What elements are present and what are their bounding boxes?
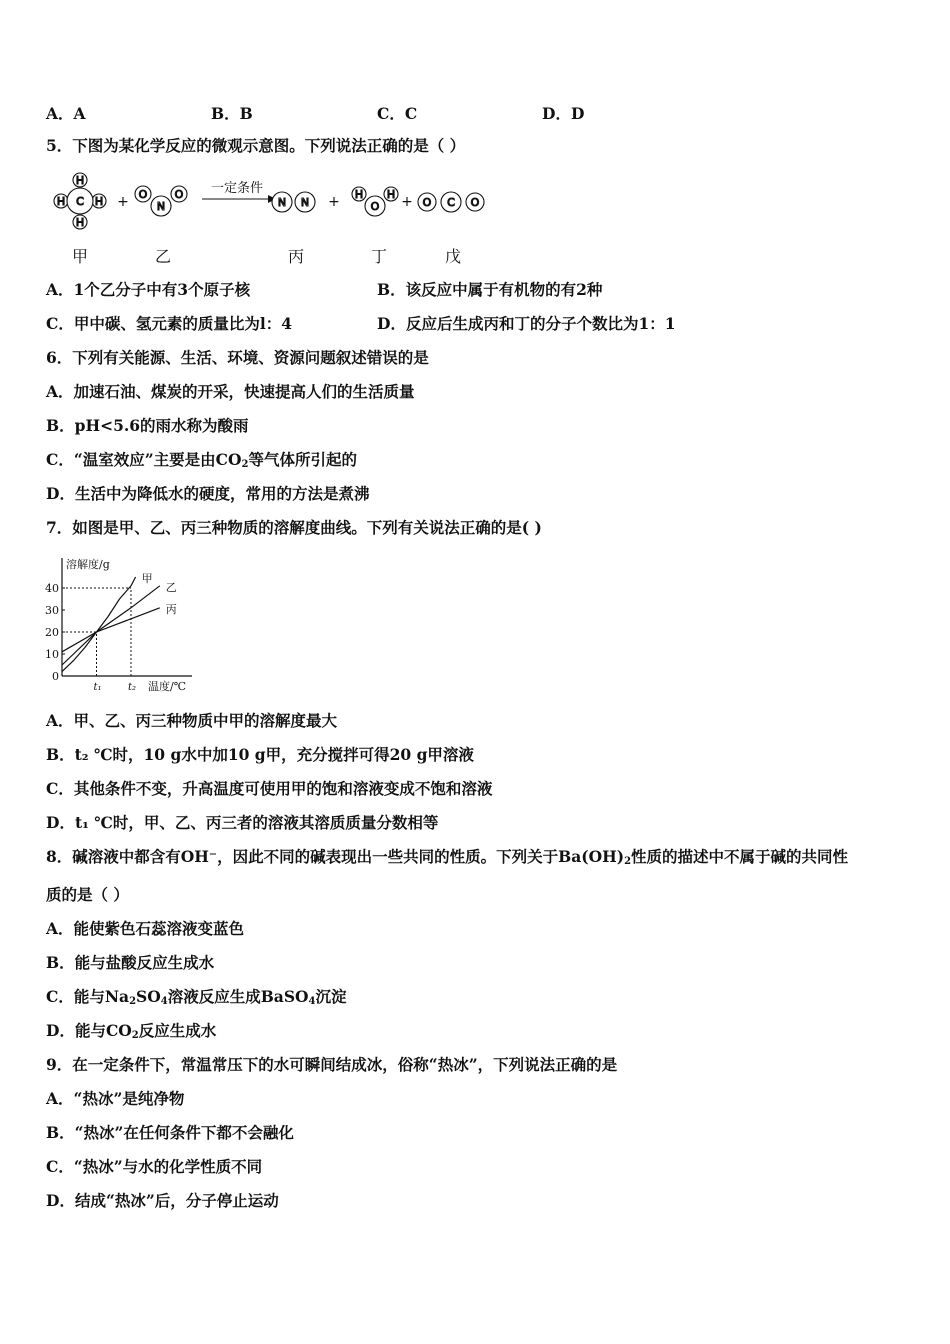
q4-option-a: A．A bbox=[46, 104, 86, 123]
svg-text:+: + bbox=[401, 194, 413, 210]
molecule-co2 bbox=[418, 192, 484, 212]
x-tick-label: t₂ bbox=[128, 682, 137, 693]
q8-stem-line2: 质的是（ ） bbox=[46, 885, 129, 904]
molecule-methane bbox=[54, 173, 106, 229]
q8-stem-line1: 8．碱溶液中都含有OH⁻，因此不同的碱表现出一些共同的性质。下列关于$Ba(OH)_2$性质的描述中不属于碱的共同性 bbox=[46, 847, 849, 867]
q8-option-b: B．能与盐酸反应生成水 bbox=[46, 953, 215, 972]
q5-option-a: A．1个乙分子中有3个原子核 bbox=[46, 280, 251, 299]
q7-option-d: D．t₁ ℃时，甲、乙、丙三者的溶液其溶质质量分数相等 bbox=[46, 813, 439, 832]
q6-option-d: D．生活中为降低水的硬度，常用的方法是煮沸 bbox=[46, 484, 370, 503]
svg-text:H: H bbox=[56, 195, 66, 208]
svg-text:O: O bbox=[422, 196, 432, 209]
svg-text:O: O bbox=[370, 200, 380, 213]
svg-text:H: H bbox=[94, 195, 104, 208]
q5-option-b: B．该反应中属于有机物的有2种 bbox=[377, 280, 603, 299]
q9-option-c: C．“热冰”与水的化学性质不同 bbox=[46, 1157, 263, 1176]
series-label: 甲 bbox=[141, 572, 153, 585]
q7-option-c: C．其他条件不变，升高温度可使用甲的饱和溶液变成不饱和溶液 bbox=[46, 779, 493, 798]
svg-text:C: C bbox=[76, 195, 84, 208]
molecule-water bbox=[352, 187, 398, 216]
molecule-no2 bbox=[135, 186, 187, 216]
q9-option-b: B．“热冰”在任何条件下都不会融化 bbox=[46, 1123, 294, 1142]
y-tick-label: 20 bbox=[45, 626, 59, 639]
svg-text:+: + bbox=[117, 194, 129, 210]
solubility-chart bbox=[44, 550, 204, 698]
q7-option-a: A．甲、乙、丙三种物质中甲的溶解度最大 bbox=[46, 711, 338, 730]
y-axis-label: 溶解度/g bbox=[66, 558, 110, 571]
svg-text:+: + bbox=[328, 194, 340, 210]
q6-option-c: C．“温室效应”主要是由$CO_2$等气体所引起的 bbox=[46, 450, 357, 470]
q9-stem: 9．在一定条件下，常温常压下的水可瞬间结成冰，俗称“热冰”，下列说法正确的是 bbox=[46, 1055, 618, 1074]
series-line-乙 bbox=[62, 586, 160, 665]
q6-stem: 6．下列有关能源、生活、环境、资源问题叙述错误的是 bbox=[46, 348, 429, 367]
series-label: 乙 bbox=[165, 580, 177, 594]
x-axis-label: 温度/℃ bbox=[148, 680, 187, 693]
q4-option-d: D．D bbox=[542, 104, 585, 123]
q9-option-d: D．结成“热冰”后，分子停止运动 bbox=[46, 1191, 279, 1210]
series-line-丙 bbox=[62, 608, 160, 652]
q4-option-b: B．B bbox=[211, 104, 253, 123]
q5-stem: 5．下图为某化学反应的微观示意图。下列说法正确的是（ ） bbox=[46, 136, 466, 155]
y-tick-label: 10 bbox=[45, 648, 59, 661]
y-tick-label: 0 bbox=[52, 670, 59, 683]
label-ding: 丁 bbox=[371, 247, 388, 266]
label-bing: 丙 bbox=[288, 247, 305, 266]
molecule-n2 bbox=[272, 192, 315, 212]
q8-option-a: A．能使紫色石蕊溶液变蓝色 bbox=[46, 919, 245, 938]
q8-option-c: C．能与$Na_2SO_4$溶液反应生成BaSO$_4$沉淀 bbox=[46, 987, 347, 1007]
x-tick-label: t₁ bbox=[93, 682, 102, 693]
q6-option-a: A．加速石油、煤炭的开采，快速提高人们的生活质量 bbox=[46, 382, 415, 401]
label-jia: 甲 bbox=[72, 247, 89, 266]
svg-text:H: H bbox=[386, 188, 396, 201]
svg-text:N: N bbox=[277, 196, 287, 209]
q5-option-d: D．反应后生成丙和丁的分子个数比为1：1 bbox=[377, 314, 676, 333]
reaction-diagram bbox=[44, 170, 494, 270]
q9-option-a: A．“热冰”是纯净物 bbox=[46, 1089, 185, 1108]
q6-option-b: B．pH<5.6的雨水称为酸雨 bbox=[46, 416, 249, 435]
svg-text:N: N bbox=[156, 200, 166, 213]
svg-text:N: N bbox=[300, 196, 310, 209]
svg-text:H: H bbox=[75, 174, 85, 187]
q8-option-d: D．能与$CO_2$反应生成水 bbox=[46, 1021, 217, 1041]
svg-text:O: O bbox=[138, 188, 148, 201]
arrow-condition: 一定条件 bbox=[210, 181, 264, 196]
svg-text:O: O bbox=[174, 188, 184, 201]
q7-stem: 7．如图是甲、乙、丙三种物质的溶解度曲线。下列有关说法正确的是( ) bbox=[46, 518, 542, 537]
q7-option-b: B．t₂ ℃时，10 g水中加10 g甲，充分搅拌可得20 g甲溶液 bbox=[46, 745, 474, 764]
q4-option-c: C．C bbox=[377, 104, 418, 123]
svg-text:O: O bbox=[470, 196, 480, 209]
q5-option-c: C．甲中碳、氢元素的质量比为l：4 bbox=[46, 314, 293, 333]
series-line-甲 bbox=[62, 577, 136, 672]
label-wu: 戊 bbox=[445, 247, 462, 266]
label-yi: 乙 bbox=[155, 247, 172, 266]
series-label: 丙 bbox=[165, 602, 177, 616]
y-tick-label: 40 bbox=[45, 582, 59, 595]
svg-text:C: C bbox=[447, 196, 455, 209]
svg-text:H: H bbox=[75, 216, 85, 229]
y-tick-label: 30 bbox=[45, 604, 59, 617]
svg-text:H: H bbox=[354, 188, 364, 201]
